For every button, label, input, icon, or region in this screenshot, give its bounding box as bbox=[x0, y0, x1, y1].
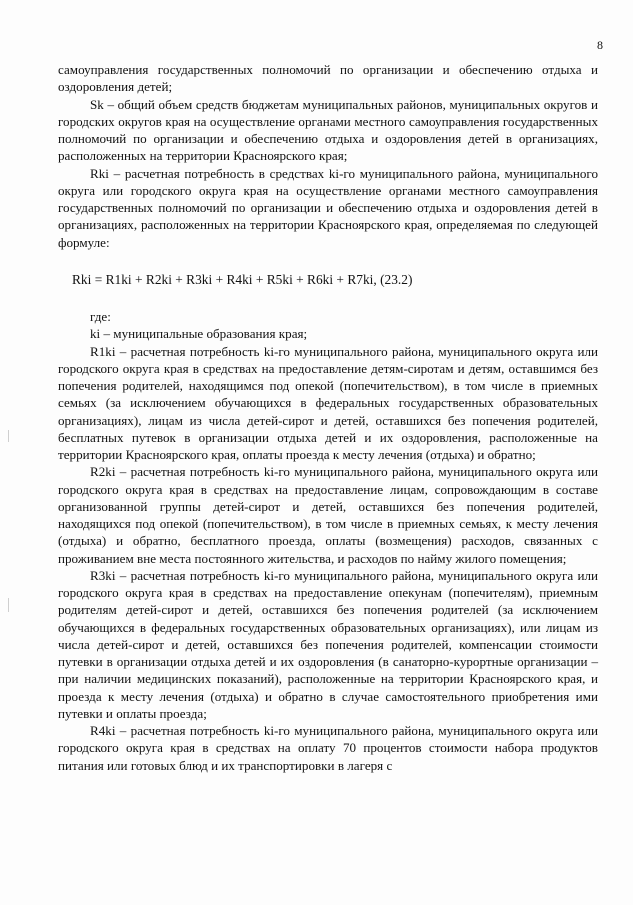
paragraph-rki-definition: Rki – расчетная потребность в средствах ki-го муниципального района, муниципального округа или городского округа края на осуществление органами местного самоуправления государственных полномочий по организации и обеспечению отдыха и оздоровления детей в организациях, расположенных на территории Красноярского края, определяемая по следующей формуле: bbox=[58, 165, 598, 250]
scan-margin-mark bbox=[8, 598, 9, 612]
paragraph-ki-definition: ki – муниципальные образования края; bbox=[90, 326, 308, 342]
where-label: где: bbox=[90, 309, 111, 324]
paragraph-r1ki-definition: R1ki – расчетная потребность ki-го муниципального района, муниципального округа или городского округа края в средствах на предоставление детям-сиротам и детям, оставшимся без попечения родителей, находящимся под опекой (попечительством), в том числе в приемных семьях (за исключением обучающихся в федеральных государственных образовательных организациях), лицам из числа детей-сирот и детей, оставшихся без попечения родителей, бесплатных путевок в организации отдыха детей и их оздоровления, расположенные на территории Красноярского края, оплаты проезда к месту лечения (отдыха) и обратно; bbox=[58, 343, 598, 462]
scan-margin-mark bbox=[8, 430, 9, 442]
document-body bbox=[58, 61, 598, 774]
paragraph-r2ki-definition: R2ki – расчетная потребность ki-го муниципального района, муниципального округа или городского округа края в средствах на предоставление лицам, сопровождающим в составе организованной группы детей-сирот и детей, оставшихся без попечения родителей, находящихся под опекой (попечительством), в том числе в приемных семьях, к месту лечения (отдыха) и обратно, бесплатного проезда, оплаты (возмещения) расходов, связанных с проживанием вне места постоянного жительства, и расходов по найму жилого помещения; bbox=[58, 464, 598, 566]
paragraph-sk-definition: Sk – общий объем средств бюджетам муниципальных районов, муниципальных округов и городских округов края на осуществление органами местного самоуправления государственных полномочий по организации и обеспечению отдыха и оздоровления детей в организациях, расположенных на территории Красноярского края; bbox=[58, 96, 598, 164]
paragraph-r4ki-definition: R4ki – расчетная потребность ki-го муниципального района, муниципального округа или городского округа края в средствах на оплату 70 процентов стоимости набора продуктов питания или готовых блюд и их транспортировки в лагеря с bbox=[58, 723, 598, 773]
paragraph-r3ki-definition: R3ki – расчетная потребность ki-го муниципального района, муниципального округа или городского округа края в средствах на предоставление опекунам (попечителям), приемным родителям детей-сирот и детей, оставшихся без попечения родителей (за исключением обучающихся в федеральных государственных образовательных организациях), или лицам из числа детей-сирот и детей, оставшихся без попечения родителей, компенсации стоимости путевки в организации отдыха детей и их оздоровления (в санаторно-курортные организации – при наличии медицинских показаний), расположенные на территории Красноярского края, и проезда к месту лечения (отдыха) и обратно в случае самостоятельного приобретения ими путевки и оплаты проезда; bbox=[58, 567, 598, 721]
paragraph-continuation: самоуправления государственных полномочий по организации и обеспечению отдыха и оздоровления детей; bbox=[58, 62, 598, 95]
formula-23-2: Rki = R1ki + R2ki + R3ki + R4ki + R5ki + R6ki + R7ki, (23.2) bbox=[72, 271, 413, 287]
page-number: 8 bbox=[597, 38, 603, 52]
